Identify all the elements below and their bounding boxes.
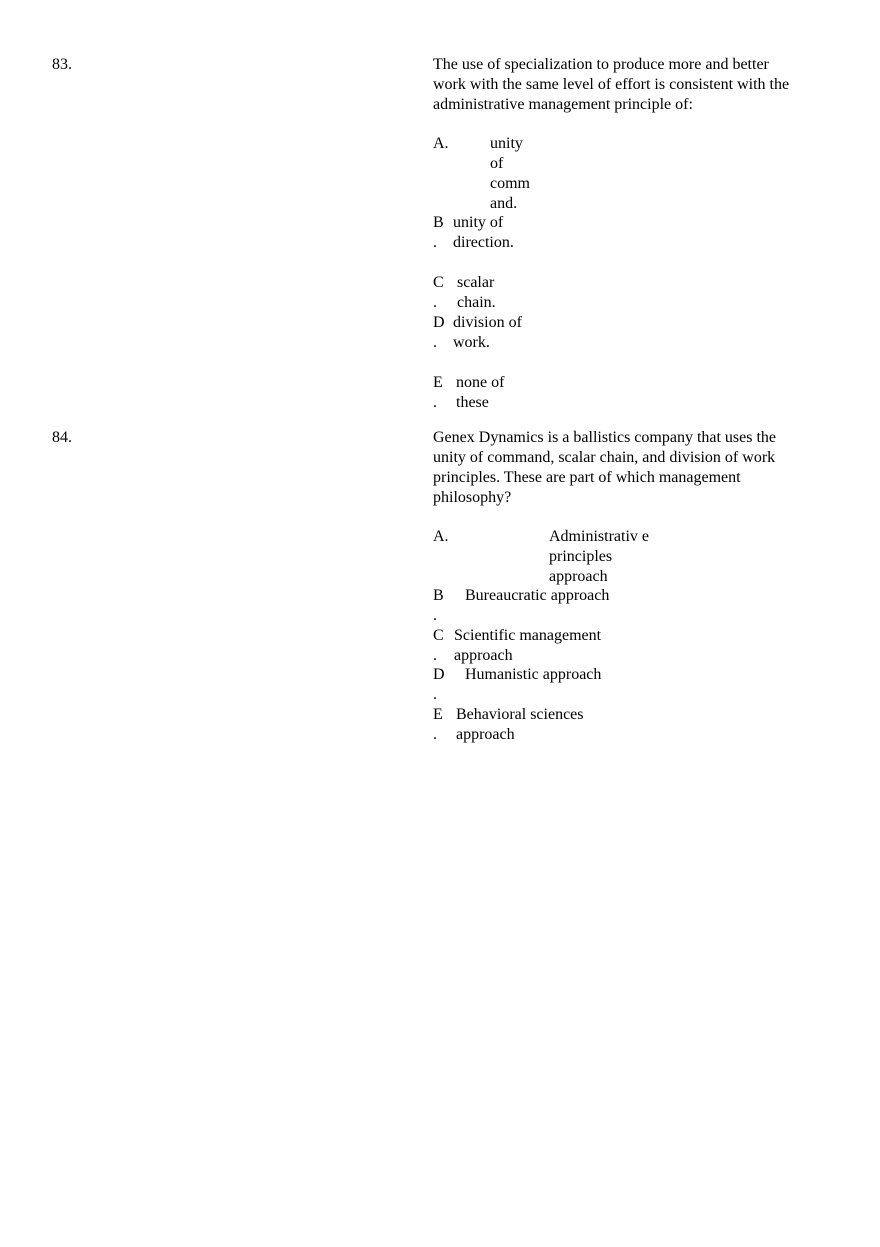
option-text: division of work. — [453, 314, 522, 351]
option-b — [433, 213, 528, 253]
option-text: Scientific management approach — [454, 627, 602, 664]
option-c — [433, 273, 507, 313]
option-text: Humanistic approach — [465, 666, 602, 683]
option-letter: A. — [433, 528, 449, 545]
question-number: 84. — [52, 429, 72, 446]
option-text: Administrativ e principles approach — [549, 528, 649, 585]
question-stem: The use of specialization to produce more and better work with the same level of effort is consistent with the administrative management principle of: — [433, 56, 790, 113]
option-text: unity of comm and. — [490, 135, 530, 212]
option-text: unity of direction. — [453, 214, 514, 251]
option-letter: C . — [433, 627, 444, 664]
option-d — [433, 665, 665, 705]
option-letter: B . — [433, 214, 444, 251]
option-a — [433, 134, 536, 214]
option-letter: D . — [433, 666, 445, 703]
option-letter: E . — [433, 374, 443, 411]
option-letter: A. — [433, 135, 449, 152]
option-e — [433, 705, 601, 745]
option-letter: D . — [433, 314, 445, 351]
option-a — [433, 527, 649, 587]
option-d — [433, 313, 535, 353]
option-text: Bureaucratic approach — [465, 587, 610, 604]
question-number: 83. — [52, 56, 72, 73]
question-stem: Genex Dynamics is a ballistics company that uses the unity of command, scalar chain, and division of work principles. These are part of which management philosophy? — [433, 429, 777, 506]
option-text: scalar chain. — [457, 274, 496, 311]
option-letter: E . — [433, 706, 443, 743]
option-text: none of these — [456, 374, 505, 411]
option-c — [433, 626, 619, 666]
option-letter: C . — [433, 274, 444, 311]
option-e — [433, 373, 516, 413]
option-letter: B . — [433, 587, 444, 624]
option-text: Behavioral sciences approach — [456, 706, 584, 743]
option-b — [433, 586, 665, 626]
